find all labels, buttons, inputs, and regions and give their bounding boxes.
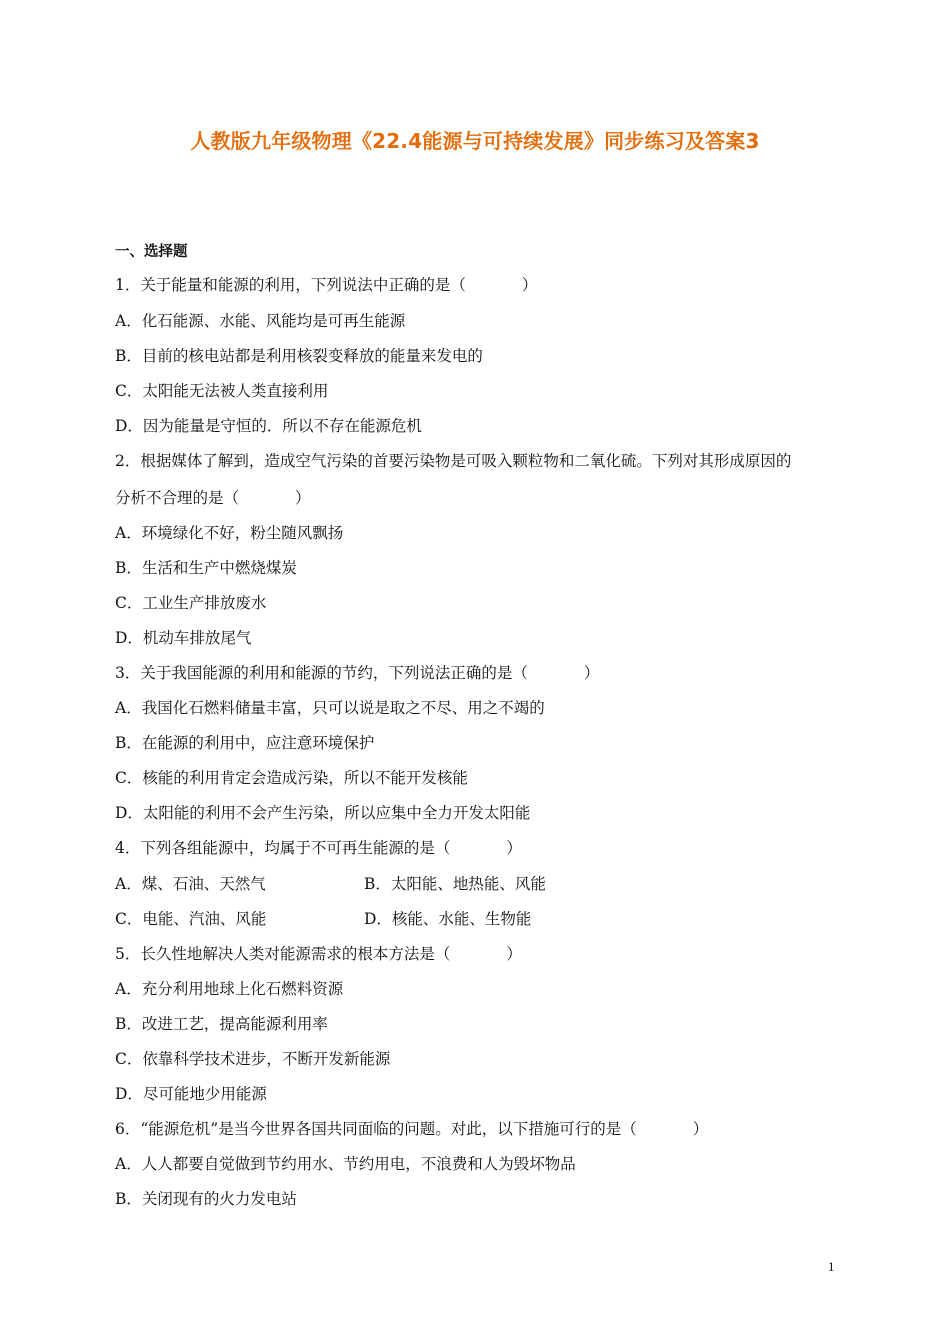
question-text: 分析不合理的是（ [115,489,240,507]
question-1-option-b: B．目前的核电站都是利用核裂变释放的能量来发电的 [115,347,483,365]
question-5-option-d: D．尽可能地少用能源 [115,1085,267,1103]
page-number: 1 [828,1259,835,1274]
question-2-stem-line-2 [115,487,311,509]
question-4-option-a: A．煤、石油、天然气 [115,875,266,893]
question-6-option-a: A．人人都要自觉做到节约用水、节约用电，不浪费和人为毁坏物品 [115,1155,576,1173]
question-4-option-d: D．核能、水能、生物能 [364,910,532,928]
question-4-stem [115,837,522,859]
question-5-option-c: C．依靠科学技术进步，不断开发新能源 [115,1050,391,1068]
question-text: 4．下列各组能源中，均属于不可再生能源的是（ [115,839,451,857]
question-1-stem [115,274,537,296]
question-5-stem [115,943,522,965]
close-paren: ） [521,276,538,294]
question-5-option-a: A．充分利用地球上化石燃料资源 [115,980,344,998]
question-3-option-b: B．在能源的利用中，应注意环境保护 [115,734,375,752]
question-2-option-b: B．生活和生产中燃烧煤炭 [115,559,297,577]
question-3-stem [115,662,599,684]
question-2-stem-line-1: 2．根据媒体了解到，造成空气污染的首要污染物是可吸入颗粒物和二氧化硫。下列对其形成原因的 [115,452,792,470]
question-2-option-a: A．环境绿化不好，粉尘随风飘扬 [115,524,344,542]
close-paren: ） [506,839,522,857]
question-text: 5．长久性地解决人类对能源需求的根本方法是（ [115,945,451,963]
question-2-option-c: C．工业生产排放废水 [115,594,267,612]
question-1-option-a: A．化石能源、水能、风能均是可再生能源 [115,312,406,330]
question-4-option-c: C．电能、汽油、风能 [115,910,267,928]
question-text: 1．关于能量和能源的利用，下列说法中正确的是（ [115,276,466,294]
question-1-option-c: C．太阳能无法被人类直接利用 [115,382,329,400]
question-3-option-c: C．核能的利用肯定会造成污染，所以不能开发核能 [115,769,468,787]
question-4-option-b: B．太阳能、地热能、风能 [364,875,546,893]
close-paren: ） [583,664,600,682]
question-6-stem [115,1118,708,1140]
close-paren: ） [692,1120,709,1138]
question-6-option-b: B．关闭现有的火力发电站 [115,1190,297,1208]
close-paren: ） [506,945,522,963]
question-text: 6．“能源危机”是当今世界各国共同面临的问题。对此，以下措施可行的是（ [115,1120,637,1138]
question-5-option-b: B．改进工艺，提高能源利用率 [115,1015,328,1033]
close-paren: ） [295,489,311,507]
question-2-option-d: D．机动车排放尾气 [115,629,252,647]
question-3-option-d: D．太阳能的利用不会产生污染，所以应集中全力开发太阳能 [115,804,531,822]
question-1-option-d: D．因为能量是守恒的．所以不存在能源危机 [115,417,422,435]
question-3-option-a: A．我国化石燃料储量丰富，只可以说是取之不尽、用之不竭的 [115,699,545,717]
section-heading: 一、选择题 [115,244,188,260]
document-title: 人教版九年级物理《22.4能源与可持续发展》同步练习及答案3 [190,129,760,153]
question-text: 3．关于我国能源的利用和能源的节约，下列说法正确的是（ [115,664,528,682]
